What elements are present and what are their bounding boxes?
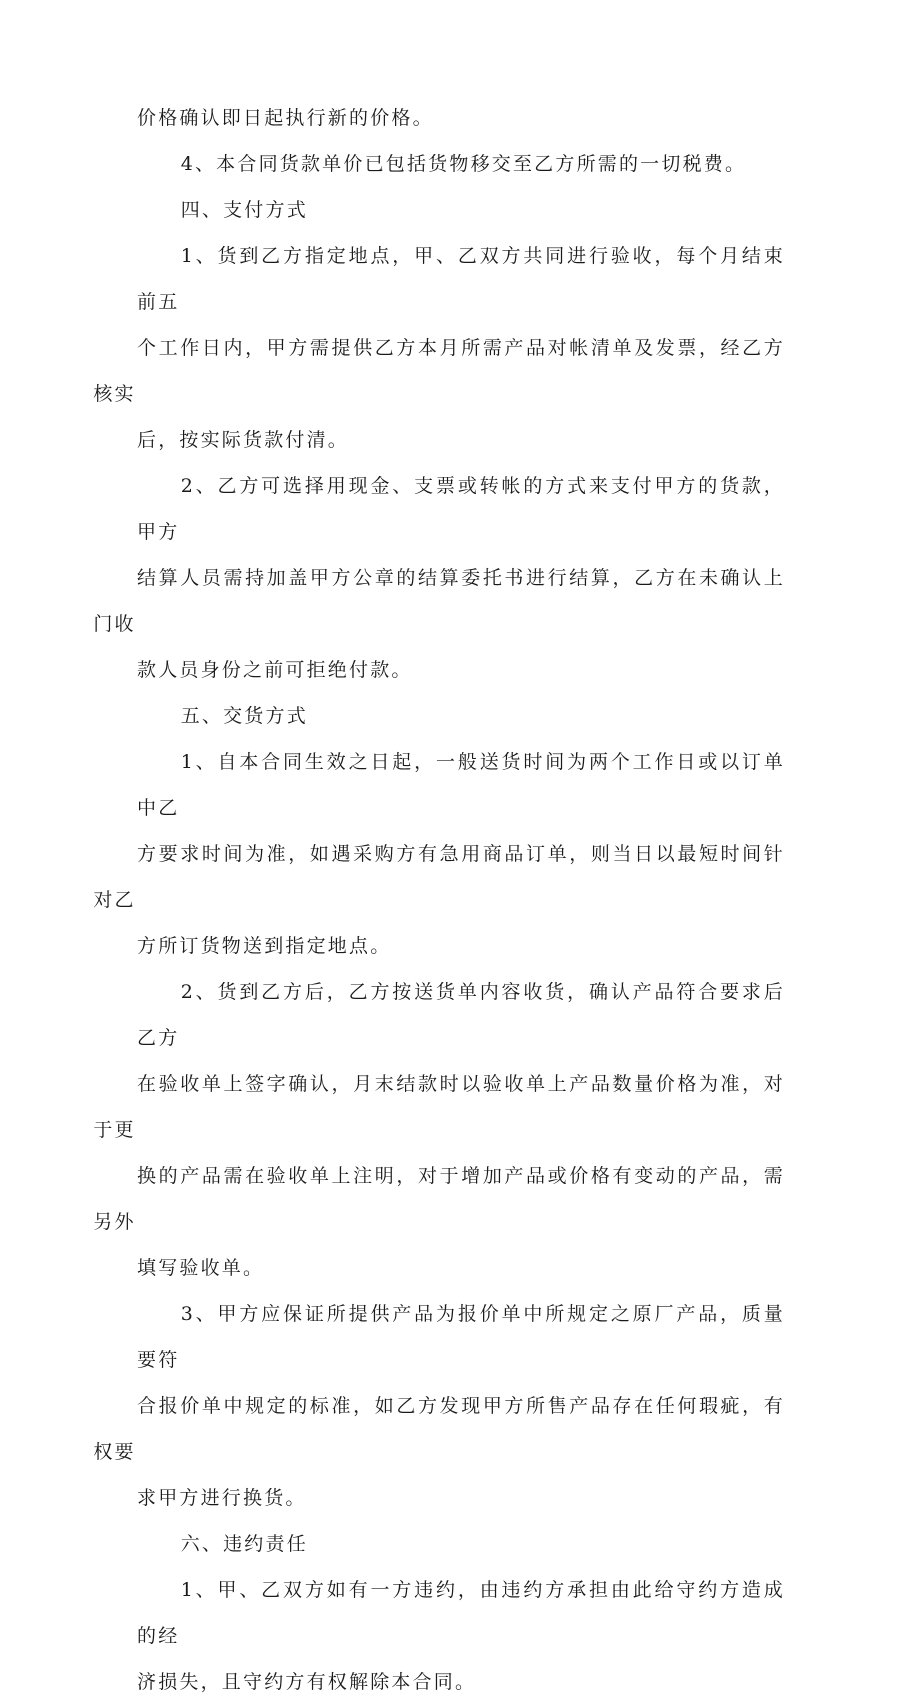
text-line: 1、货到乙方指定地点，甲、乙双方共同进行验收，每个月结束前五	[137, 245, 785, 313]
clause-6-1-breach	[137, 1567, 785, 1705]
section-heading-payment	[137, 187, 785, 233]
text-line: 填写验收单。	[137, 1257, 265, 1279]
clause-5-1-delivery-time	[93, 739, 785, 969]
clause-4-2-payment-method	[93, 463, 785, 693]
text-line: 方所订货物送到指定地点。	[137, 935, 392, 957]
text-line: 在验收单上签字确认，月末结款时以验收单上产品数量价格为准，对于更	[93, 1073, 785, 1141]
text-line: 价格确认即日起执行新的价格。	[137, 107, 434, 129]
text-line: 后，按实际货款付清。	[137, 429, 350, 451]
text-line: 2、货到乙方后，乙方按送货单内容收货，确认产品符合要求后乙方	[137, 981, 785, 1049]
clause-5-3-quality	[93, 1291, 785, 1521]
clause-4-1-acceptance	[93, 233, 785, 463]
section-heading: 六、违约责任	[180, 1533, 308, 1555]
section-heading: 四、支付方式	[180, 199, 308, 221]
text-line: 1、甲、乙双方如有一方违约，由违约方承担由此给守约方造成的经	[137, 1579, 785, 1647]
paragraph-price-confirmation	[137, 95, 785, 141]
contract-body	[93, 95, 785, 1705]
text-line: 2、乙方可选择用现金、支票或转帐的方式来支付甲方的货款，甲方	[137, 475, 785, 543]
text-line: 合报价单中规定的标准，如乙方发现甲方所售产品存在任何瑕疵，有权要	[93, 1395, 785, 1463]
text-line: 结算人员需持加盖甲方公章的结算委托书进行结算，乙方在未确认上门收	[93, 567, 785, 635]
text-line: 1、自本合同生效之日起，一般送货时间为两个工作日或以订单中乙	[137, 751, 785, 819]
text-line: 款人员身份之前可拒绝付款。	[137, 659, 413, 681]
text-line: 个工作日内，甲方需提供乙方本月所需产品对帐清单及发票，经乙方核实	[93, 337, 785, 405]
text-line: 换的产品需在验收单上注明，对于增加产品或价格有变动的产品，需另外	[93, 1165, 785, 1233]
text-line: 求甲方进行换货。	[137, 1487, 307, 1509]
text-line: 3、甲方应保证所提供产品为报价单中所规定之原厂产品，质量要符	[137, 1303, 785, 1371]
section-heading-liability	[137, 1521, 785, 1567]
section-heading: 五、交货方式	[180, 705, 308, 727]
section-heading-delivery	[137, 693, 785, 739]
clause-5-2-receipt	[93, 969, 785, 1291]
clause-3-4-tax-included	[137, 141, 785, 187]
text-line: 方要求时间为准，如遇采购方有急用商品订单，则当日以最短时间针对乙	[93, 843, 785, 911]
text-line: 4、本合同货款单价已包括货物移交至乙方所需的一切税费。	[180, 153, 747, 175]
text-line: 济损失，且守约方有权解除本合同。	[137, 1671, 477, 1693]
